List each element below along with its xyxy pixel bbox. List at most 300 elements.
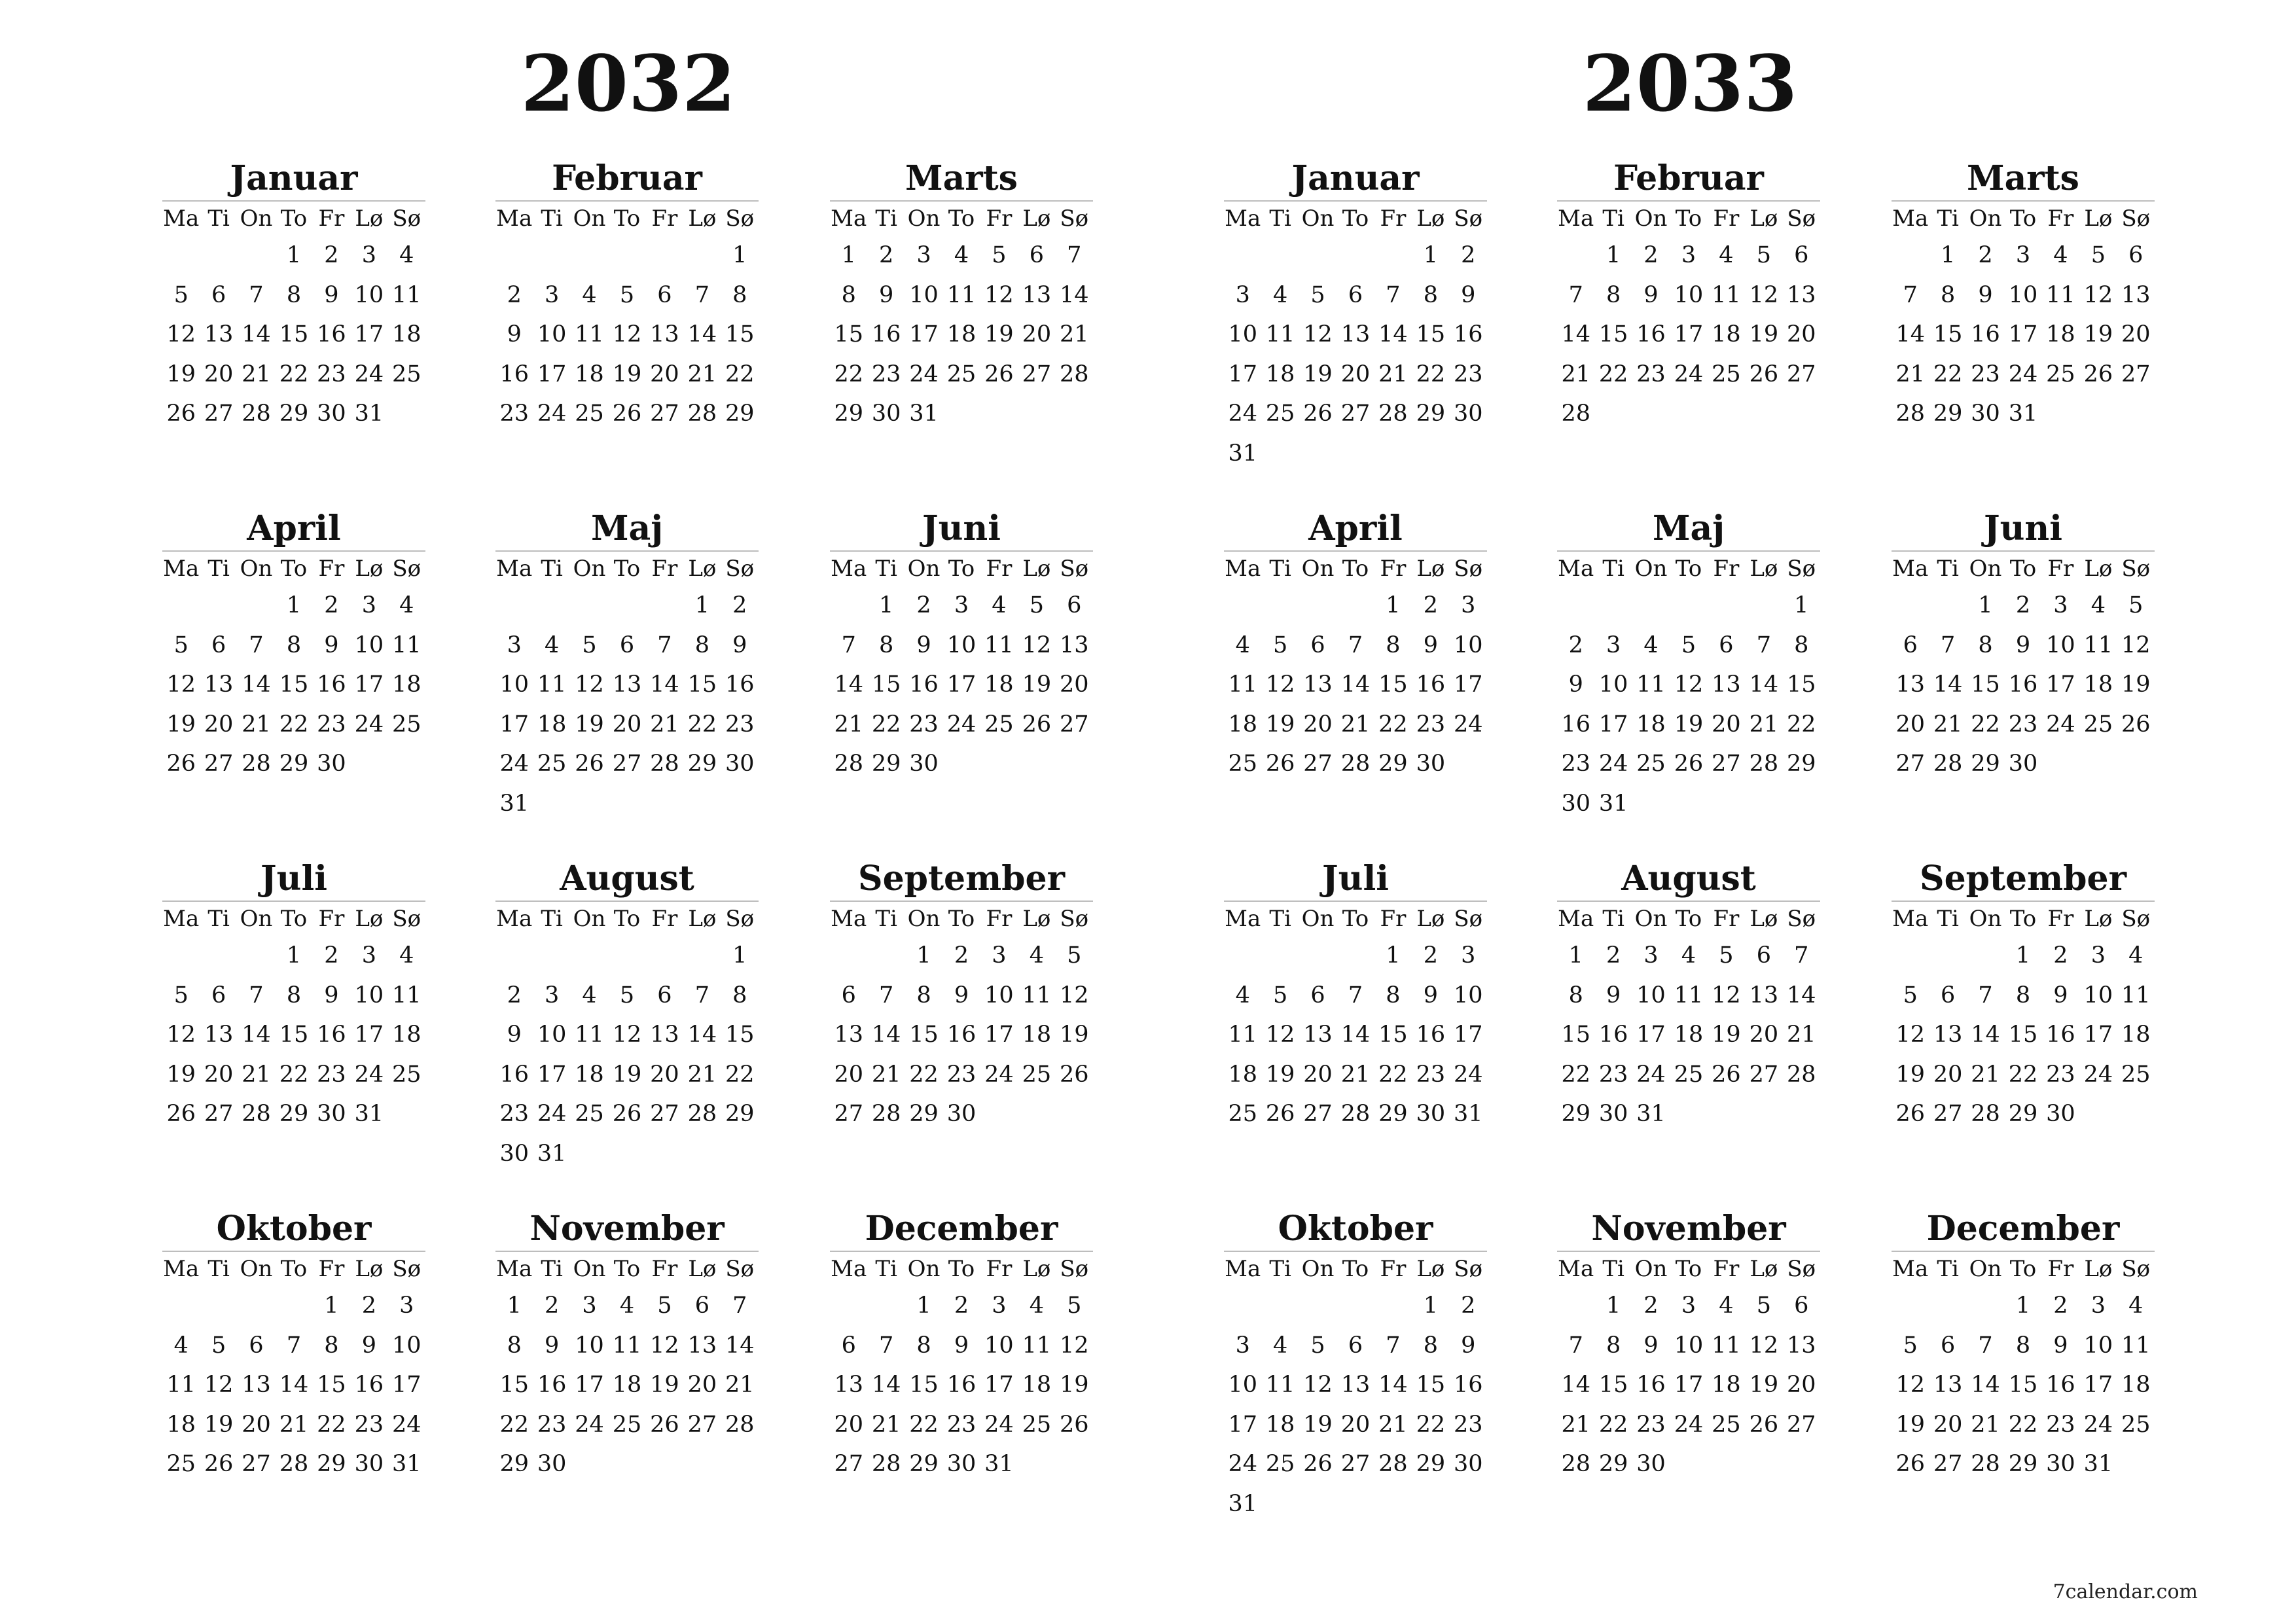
day-cell: 7 — [732, 1293, 747, 1319]
day-cell: 31 — [354, 401, 384, 427]
day-cell: 4 — [2128, 942, 2144, 969]
weekday-label: Ma — [1892, 556, 1929, 582]
weekday-label: Lø — [355, 556, 384, 582]
day-cell: 9 — [361, 1332, 376, 1359]
day-cell: 10 — [354, 982, 384, 1008]
day-cell: 7 — [1978, 982, 1993, 1008]
day-cell: 17 — [354, 671, 384, 698]
weekday-header — [1557, 552, 1820, 586]
weekday-label: Sø — [1060, 205, 1089, 232]
day-cell: 7 — [1386, 281, 1401, 308]
day-grid — [1557, 586, 1820, 823]
day-cell: 17 — [1674, 1372, 1704, 1399]
day-cell: 13 — [1712, 671, 1741, 698]
day-cell: 14 — [242, 321, 271, 348]
day-cell: 2 — [954, 942, 969, 969]
day-cell: 17 — [537, 361, 567, 387]
day-cell: 10 — [946, 632, 977, 658]
day-cell: 17 — [2046, 671, 2075, 698]
day-cell: 5 — [1756, 1293, 1771, 1319]
day-cell: 1 — [1940, 242, 1956, 269]
day-cell: 9 — [2053, 982, 2068, 1008]
day-cell: 25 — [2083, 711, 2113, 738]
weekday-label: To — [948, 906, 975, 932]
day-cell: 13 — [2121, 281, 2151, 308]
day-cell: 11 — [1712, 281, 1741, 308]
day-cell: 21 — [1060, 321, 1089, 348]
day-cell: 1 — [286, 942, 302, 969]
day-cell: 9 — [544, 1332, 560, 1359]
weekday-label: Ti — [207, 1256, 230, 1282]
day-cell: 13 — [612, 671, 642, 698]
day-cell: 8 — [732, 281, 747, 308]
day-cell: 25 — [392, 711, 422, 738]
day-cell: 24 — [1228, 401, 1257, 427]
day-cell: 27 — [650, 1101, 679, 1128]
day-cell: 27 — [1340, 1451, 1371, 1478]
weekday-label: Ma — [1225, 906, 1261, 932]
day-cell: 27 — [1787, 361, 1816, 387]
day-cell: 22 — [1378, 1061, 1408, 1088]
weekday-label: Ti — [1269, 556, 1291, 582]
weekday-header — [830, 1252, 1093, 1286]
day-cell: 3 — [582, 1293, 597, 1319]
day-cell: 23 — [1416, 1061, 1446, 1088]
day-cell: 7 — [1903, 281, 1918, 308]
day-cell: 26 — [2083, 361, 2113, 387]
day-cell: 30 — [1561, 790, 1590, 817]
day-cell: 29 — [317, 1451, 346, 1478]
weekday-label: Fr — [1380, 205, 1407, 232]
day-cell: 29 — [834, 401, 863, 427]
day-cell: 23 — [499, 401, 529, 427]
day-cell: 16 — [537, 1372, 567, 1399]
day-cell: 4 — [399, 592, 414, 619]
day-cell: 24 — [1674, 1411, 1704, 1438]
weekday-label: On — [907, 1256, 941, 1282]
day-cell: 26 — [1749, 361, 1779, 387]
month-august — [1557, 857, 1820, 1134]
day-cell: 3 — [2090, 1293, 2106, 1319]
day-cell: 14 — [1340, 671, 1371, 698]
day-cell: 10 — [2083, 1332, 2113, 1359]
day-cell: 23 — [946, 1411, 977, 1438]
day-cell: 15 — [725, 321, 755, 348]
weekday-label: Sø — [725, 556, 755, 582]
day-cell: 2 — [732, 592, 747, 619]
day-cell: 4 — [1643, 632, 1659, 658]
day-cell: 11 — [1636, 671, 1666, 698]
weekday-label: Ti — [541, 906, 563, 932]
weekday-header — [1224, 202, 1487, 236]
weekday-label: Ti — [1602, 205, 1624, 232]
day-cell: 22 — [499, 1411, 529, 1438]
day-cell: 22 — [1598, 1411, 1628, 1438]
day-cell: 13 — [650, 321, 679, 348]
day-cell: 21 — [242, 361, 271, 387]
day-cell: 20 — [1340, 1411, 1371, 1438]
day-cell: 2 — [1423, 942, 1438, 969]
weekday-label: Sø — [1787, 556, 1816, 582]
day-cell: 13 — [687, 1332, 717, 1359]
day-cell: 29 — [279, 1101, 309, 1128]
day-cell: 6 — [657, 281, 672, 308]
day-cell: 12 — [612, 321, 642, 348]
day-cell: 23 — [1636, 1411, 1666, 1438]
day-cell: 11 — [575, 1022, 604, 1048]
day-cell: 23 — [2046, 1061, 2075, 1088]
year-title: 2033 — [1582, 38, 1798, 129]
day-cell: 3 — [916, 242, 931, 269]
day-cell: 18 — [1265, 361, 1295, 387]
day-cell: 6 — [694, 1293, 709, 1319]
day-cell: 3 — [1643, 942, 1659, 969]
day-cell: 30 — [499, 1140, 529, 1167]
day-cell: 3 — [992, 942, 1007, 969]
day-cell: 17 — [2083, 1022, 2113, 1048]
weekday-label: Sø — [2121, 1256, 2151, 1282]
day-cell: 27 — [2121, 361, 2151, 387]
day-cell: 18 — [166, 1411, 196, 1438]
day-cell: 28 — [1378, 1451, 1408, 1478]
weekday-header — [830, 902, 1093, 936]
day-cell: 19 — [166, 361, 196, 387]
day-cell: 14 — [1378, 321, 1408, 348]
day-cell: 11 — [1712, 1332, 1741, 1359]
day-cell: 1 — [324, 1293, 339, 1319]
day-grid — [162, 936, 425, 1134]
day-cell: 18 — [1265, 1411, 1295, 1438]
day-cell: 31 — [2083, 1451, 2113, 1478]
day-cell: 19 — [1749, 321, 1779, 348]
day-grid — [495, 236, 759, 434]
day-cell: 15 — [1416, 321, 1446, 348]
weekday-label: To — [1342, 1256, 1369, 1282]
day-cell: 19 — [575, 711, 604, 738]
day-cell: 13 — [204, 321, 234, 348]
day-cell: 15 — [279, 321, 309, 348]
day-cell: 10 — [1454, 632, 1483, 658]
day-cell: 23 — [1561, 751, 1590, 777]
day-cell: 27 — [1060, 711, 1089, 738]
day-cell: 30 — [537, 1451, 567, 1478]
day-cell: 28 — [1895, 401, 1925, 427]
day-cell: 5 — [1067, 1293, 1082, 1319]
day-cell: 4 — [1681, 942, 1696, 969]
day-cell: 25 — [575, 1101, 604, 1128]
month-name: Januar — [162, 157, 425, 202]
day-cell: 22 — [834, 361, 863, 387]
day-cell: 9 — [507, 1022, 522, 1048]
weekday-label: Ti — [207, 556, 230, 582]
day-cell: 6 — [1940, 982, 1956, 1008]
day-cell: 19 — [612, 361, 642, 387]
day-cell: 5 — [1272, 632, 1288, 658]
day-cell: 5 — [1310, 281, 1325, 308]
day-cell: 3 — [2015, 242, 2031, 269]
weekday-label: On — [1634, 906, 1668, 932]
day-cell: 3 — [1681, 1293, 1696, 1319]
weekday-label: Sø — [2121, 205, 2151, 232]
day-cell: 23 — [2008, 711, 2038, 738]
day-cell: 2 — [2053, 1293, 2068, 1319]
day-cell: 15 — [499, 1372, 529, 1399]
day-cell: 20 — [242, 1411, 271, 1438]
month-november — [495, 1207, 759, 1484]
weekday-label: Fr — [2047, 205, 2074, 232]
weekday-label: Lø — [1416, 1256, 1445, 1282]
day-cell: 1 — [507, 1293, 522, 1319]
day-cell: 14 — [1971, 1372, 2000, 1399]
day-cell: 20 — [1933, 1061, 1963, 1088]
day-cell: 28 — [1933, 751, 1963, 777]
day-cell: 18 — [2083, 671, 2113, 698]
day-cell: 2 — [507, 281, 522, 308]
day-cell: 5 — [173, 982, 188, 1008]
weekday-header — [495, 902, 759, 936]
weekday-label: Fr — [318, 556, 345, 582]
day-cell: 25 — [946, 361, 977, 387]
weekday-label: Ma — [1225, 1256, 1261, 1282]
weekday-label: Ma — [496, 556, 533, 582]
weekday-label: On — [573, 1256, 606, 1282]
day-grid — [1892, 1286, 2155, 1484]
day-cell: 3 — [1461, 592, 1476, 619]
day-cell: 8 — [286, 281, 302, 308]
day-cell: 3 — [361, 242, 376, 269]
day-cell: 7 — [878, 982, 894, 1008]
day-cell: 14 — [1787, 982, 1816, 1008]
day-cell: 25 — [984, 711, 1014, 738]
day-cell: 21 — [1340, 1061, 1371, 1088]
day-cell: 25 — [392, 1061, 422, 1088]
day-cell: 12 — [612, 1022, 642, 1048]
day-cell: 1 — [286, 592, 302, 619]
day-cell: 4 — [992, 592, 1007, 619]
weekday-label: Ma — [163, 205, 200, 232]
day-cell: 14 — [279, 1372, 309, 1399]
weekday-label: Lø — [1022, 1256, 1051, 1282]
day-cell: 29 — [2008, 1451, 2038, 1478]
day-cell: 17 — [1674, 321, 1704, 348]
day-cell: 30 — [317, 401, 346, 427]
day-cell: 3 — [1235, 1332, 1250, 1359]
day-cell: 12 — [166, 321, 196, 348]
day-cell: 7 — [694, 982, 709, 1008]
day-cell: 2 — [954, 1293, 969, 1319]
day-cell: 22 — [909, 1411, 939, 1438]
day-cell: 20 — [1933, 1411, 1963, 1438]
day-cell: 5 — [619, 982, 635, 1008]
day-cell: 27 — [834, 1451, 863, 1478]
weekday-label: Ti — [207, 205, 230, 232]
day-cell: 6 — [657, 982, 672, 1008]
day-cell: 18 — [392, 1022, 422, 1048]
day-cell: 23 — [1598, 1061, 1628, 1088]
day-cell: 9 — [1423, 632, 1438, 658]
day-cell: 22 — [1787, 711, 1816, 738]
day-cell: 13 — [1340, 321, 1371, 348]
day-cell: 22 — [279, 1061, 309, 1088]
month-name: Februar — [495, 157, 759, 202]
day-cell: 26 — [166, 401, 196, 427]
day-cell: 28 — [242, 1101, 271, 1128]
weekday-label: Lø — [1749, 556, 1778, 582]
day-cell: 29 — [909, 1451, 939, 1478]
day-cell: 5 — [173, 632, 188, 658]
month-juli — [162, 857, 425, 1134]
day-cell: 1 — [694, 592, 709, 619]
day-cell: 27 — [1749, 1061, 1779, 1088]
day-cell: 2 — [324, 942, 339, 969]
day-cell: 17 — [2083, 1372, 2113, 1399]
day-cell: 13 — [1022, 281, 1052, 308]
day-cell: 7 — [1348, 632, 1363, 658]
day-cell: 16 — [1971, 321, 2000, 348]
day-cell: 26 — [612, 1101, 642, 1128]
day-grid — [830, 236, 1093, 434]
day-cell: 13 — [1303, 671, 1333, 698]
day-cell: 27 — [1895, 751, 1925, 777]
month-name: Maj — [1557, 507, 1820, 552]
day-cell: 17 — [1228, 1411, 1257, 1438]
weekday-label: On — [1301, 205, 1335, 232]
day-cell: 21 — [650, 711, 679, 738]
day-grid — [1224, 1286, 1487, 1524]
day-cell: 20 — [650, 361, 679, 387]
weekday-label: Ti — [541, 556, 563, 582]
day-cell: 4 — [1235, 632, 1250, 658]
day-cell: 30 — [871, 401, 901, 427]
weekday-label: Ma — [1558, 556, 1594, 582]
day-cell: 20 — [834, 1411, 863, 1438]
day-cell: 18 — [2121, 1022, 2151, 1048]
day-cell: 8 — [841, 281, 856, 308]
day-cell: 25 — [166, 1451, 196, 1478]
day-cell: 1 — [841, 242, 856, 269]
day-cell: 18 — [946, 321, 977, 348]
weekday-header — [1224, 902, 1487, 936]
day-cell: 20 — [1022, 321, 1052, 348]
weekday-label: Ma — [496, 205, 533, 232]
day-cell: 21 — [834, 711, 863, 738]
weekday-header — [830, 552, 1093, 586]
day-cell: 16 — [1561, 711, 1590, 738]
day-cell: 7 — [249, 281, 264, 308]
day-cell: 17 — [1454, 671, 1483, 698]
day-cell: 20 — [204, 361, 234, 387]
weekday-label: Lø — [688, 1256, 717, 1282]
weekday-label: Lø — [1416, 205, 1445, 232]
day-cell: 17 — [354, 1022, 384, 1048]
day-cell: 5 — [1310, 1332, 1325, 1359]
weekday-label: Lø — [355, 1256, 384, 1282]
day-cell: 15 — [2008, 1022, 2038, 1048]
day-cell: 26 — [1060, 1061, 1089, 1088]
month-name: September — [1892, 857, 2155, 902]
weekday-label: To — [948, 205, 975, 232]
day-cell: 10 — [499, 671, 529, 698]
day-cell: 1 — [1386, 592, 1401, 619]
day-cell: 1 — [1794, 592, 1809, 619]
weekday-label: Sø — [1787, 205, 1816, 232]
day-cell: 12 — [1712, 982, 1741, 1008]
day-cell: 9 — [878, 281, 894, 308]
day-cell: 14 — [1971, 1022, 2000, 1048]
day-cell: 6 — [1940, 1332, 1956, 1359]
day-cell: 27 — [1303, 751, 1333, 777]
day-cell: 7 — [694, 281, 709, 308]
day-cell: 31 — [1598, 790, 1628, 817]
weekday-label: Ti — [875, 556, 897, 582]
day-cell: 18 — [1674, 1022, 1704, 1048]
day-cell: 29 — [2008, 1101, 2038, 1128]
day-cell: 7 — [249, 632, 264, 658]
day-cell: 23 — [537, 1411, 567, 1438]
day-cell: 21 — [1378, 361, 1408, 387]
day-cell: 5 — [173, 281, 188, 308]
weekday-label: Lø — [2084, 205, 2113, 232]
day-cell: 30 — [946, 1451, 977, 1478]
day-cell: 16 — [1454, 1372, 1483, 1399]
day-cell: 10 — [537, 1022, 567, 1048]
day-grid — [830, 1286, 1093, 1484]
weekday-label: To — [280, 556, 308, 582]
day-cell: 19 — [1712, 1022, 1741, 1048]
day-cell: 20 — [1712, 711, 1741, 738]
day-cell: 23 — [725, 711, 755, 738]
day-cell: 27 — [1022, 361, 1052, 387]
day-cell: 14 — [242, 1022, 271, 1048]
day-cell: 15 — [687, 671, 717, 698]
day-cell: 20 — [1303, 711, 1333, 738]
day-cell: 31 — [1454, 1101, 1483, 1128]
day-cell: 6 — [1310, 982, 1325, 1008]
day-cell: 3 — [2053, 592, 2068, 619]
day-cell: 23 — [871, 361, 901, 387]
day-cell: 21 — [279, 1411, 309, 1438]
day-cell: 11 — [1265, 1372, 1295, 1399]
weekday-label: Lø — [688, 906, 717, 932]
day-cell: 22 — [2008, 1411, 2038, 1438]
day-cell: 23 — [1416, 711, 1446, 738]
weekday-label: To — [280, 205, 308, 232]
day-cell: 9 — [732, 632, 747, 658]
day-cell: 20 — [650, 1061, 679, 1088]
weekday-header — [1557, 202, 1820, 236]
day-cell: 27 — [1933, 1451, 1963, 1478]
day-cell: 8 — [732, 982, 747, 1008]
day-cell: 10 — [1598, 671, 1628, 698]
day-cell: 19 — [1022, 671, 1052, 698]
day-cell: 8 — [2015, 1332, 2031, 1359]
day-cell: 6 — [1348, 281, 1363, 308]
day-cell: 15 — [279, 1022, 309, 1048]
day-cell: 29 — [725, 401, 755, 427]
day-cell: 28 — [1340, 751, 1371, 777]
day-cell: 26 — [575, 751, 604, 777]
day-cell: 10 — [392, 1332, 422, 1359]
day-cell: 9 — [1978, 281, 1993, 308]
weekday-label: Fr — [2047, 1256, 2074, 1282]
day-cell: 26 — [1674, 751, 1704, 777]
day-cell: 11 — [2121, 982, 2151, 1008]
day-cell: 4 — [2053, 242, 2068, 269]
month-name: Juni — [830, 507, 1093, 552]
day-cell: 22 — [687, 711, 717, 738]
weekday-label: Ti — [1269, 906, 1291, 932]
day-cell: 6 — [211, 982, 226, 1008]
